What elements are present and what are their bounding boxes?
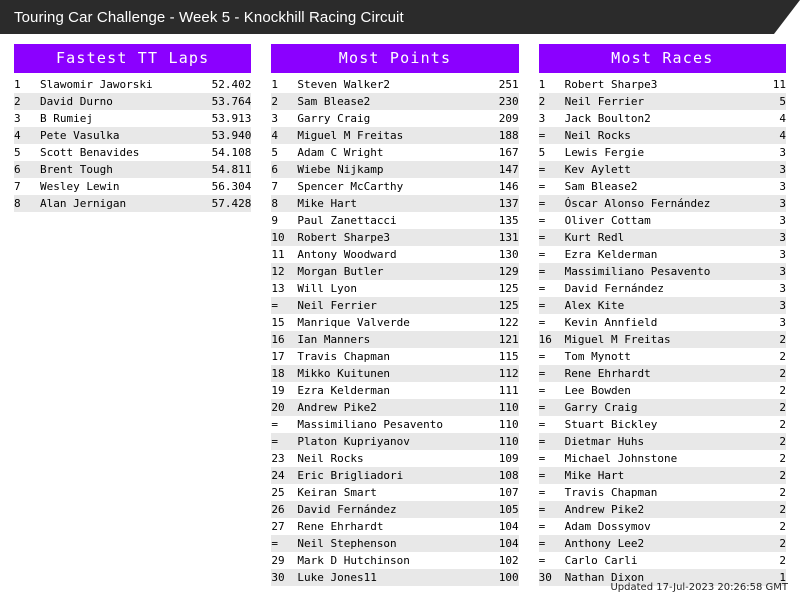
table-row: [271, 518, 518, 535]
table-row: [539, 450, 786, 467]
row-value: 2: [779, 384, 786, 397]
leaderboards-container: [0, 34, 800, 586]
row-driver-name: Manrique Valverde: [297, 316, 410, 329]
row-value: 102: [498, 554, 519, 567]
table-row: [271, 348, 518, 365]
row-driver-name: Wiebe Nijkamp: [297, 161, 488, 178]
table-row: [539, 195, 786, 212]
table-row: [539, 127, 786, 144]
row-driver-name: Miguel M Freitas: [565, 331, 756, 348]
row-value: 2: [756, 467, 786, 484]
row-position: 30: [271, 569, 297, 586]
row-position: 5: [14, 146, 21, 159]
row-driver-name: Travis Chapman: [564, 486, 658, 499]
row-value: 52.402: [211, 78, 252, 91]
row-position: =: [271, 433, 297, 450]
row-driver-name: Ezra Kelderman: [297, 384, 391, 397]
table-row: [539, 518, 786, 535]
row-position: 7: [14, 180, 21, 193]
row-value: 54.108: [211, 146, 252, 159]
row-driver-name: Óscar Alonso Fernández: [565, 195, 756, 212]
row-position: =: [539, 467, 565, 484]
row-value: 135: [498, 214, 519, 227]
row-position: =: [539, 127, 565, 144]
row-value: 122: [498, 316, 519, 329]
table-row: [14, 195, 251, 212]
row-value: 147: [489, 161, 519, 178]
row-driver-name: Slawomir Jaworski: [40, 78, 153, 91]
table-row: [539, 365, 786, 382]
row-value: 251: [498, 78, 519, 91]
row-value: 3: [779, 146, 786, 159]
most-points-rows: [271, 76, 518, 586]
row-driver-name: Anthony Lee2: [565, 535, 756, 552]
row-position: =: [539, 263, 565, 280]
table-row: [271, 450, 518, 467]
row-value: 111: [498, 384, 519, 397]
row-driver-name: Keiran Smart: [297, 486, 377, 499]
table-row: [271, 229, 518, 246]
row-position: 2: [539, 93, 565, 110]
table-row: [539, 552, 786, 569]
row-position: 29: [271, 554, 285, 567]
table-row: [539, 280, 786, 297]
table-row: [14, 76, 251, 93]
row-driver-name: Neil Rocks: [297, 452, 364, 465]
row-position: 26: [271, 501, 297, 518]
panel-fastest-tt-laps-heading: Fastest TT Laps: [14, 44, 251, 73]
table-row: [539, 331, 786, 348]
row-driver-name: Sam Blease2: [564, 180, 638, 193]
row-value: 2: [779, 520, 786, 533]
row-value: 2: [756, 399, 786, 416]
most-races-table: [539, 76, 786, 586]
table-row: [271, 501, 518, 518]
row-value: 110: [489, 433, 519, 450]
row-value: 112: [489, 365, 519, 382]
row-position: =: [538, 520, 546, 533]
row-value: 11: [772, 78, 786, 91]
table-row: [14, 110, 251, 127]
row-position: =: [271, 418, 278, 431]
row-value: 54.811: [199, 161, 251, 178]
page-title: Touring Car Challenge - Week 5 - Knockhill Racing Circuit: [14, 8, 404, 26]
row-value: 109: [498, 452, 519, 465]
table-row: [539, 501, 786, 518]
row-driver-name: Wesley Lewin: [40, 180, 120, 193]
row-driver-name: Carlo Carli: [564, 554, 638, 567]
row-driver-name: Brent Tough: [40, 161, 199, 178]
table-row: [271, 382, 518, 399]
row-position: =: [538, 384, 546, 397]
row-position: 15: [271, 316, 285, 329]
row-position: 18: [271, 365, 297, 382]
row-value: 2: [779, 350, 786, 363]
table-row: [539, 382, 786, 399]
row-driver-name: Paul Zanettacci: [297, 214, 397, 227]
row-position: =: [539, 501, 565, 518]
row-driver-name: Neil Ferrier: [565, 93, 756, 110]
table-row: [271, 467, 518, 484]
row-driver-name: Robert Sharpe3: [564, 78, 658, 91]
row-position: 12: [271, 263, 297, 280]
row-value: 188: [489, 127, 519, 144]
row-position: =: [538, 282, 546, 295]
row-position: 7: [271, 180, 278, 193]
row-value: 3: [779, 180, 786, 193]
row-position: =: [538, 418, 546, 431]
row-position: =: [538, 486, 546, 499]
row-position: =: [538, 452, 546, 465]
table-row: [271, 416, 518, 433]
table-row: [271, 263, 518, 280]
row-position: 27: [271, 520, 285, 533]
row-position: 1: [538, 78, 546, 91]
table-row: [271, 246, 518, 263]
table-row: [539, 110, 786, 127]
row-driver-name: Kevin Annfield: [564, 316, 658, 329]
row-position: =: [538, 180, 546, 193]
row-value: 2: [779, 554, 786, 567]
row-driver-name: Alan Jernigan: [40, 195, 199, 212]
row-driver-name: Dietmar Huhs: [565, 433, 756, 450]
row-value: 3: [756, 161, 786, 178]
row-position: =: [538, 248, 546, 261]
row-driver-name: Oliver Cottam: [564, 214, 651, 227]
table-row: [539, 314, 786, 331]
table-row: [539, 229, 786, 246]
row-value: 2: [756, 535, 786, 552]
row-value: 104: [489, 535, 519, 552]
row-position: =: [539, 535, 565, 552]
row-value: 2: [779, 418, 786, 431]
row-value: 108: [489, 467, 519, 484]
titlebar-corner-notch: [774, 0, 800, 34]
row-value: 125: [498, 282, 519, 295]
row-position: 20: [271, 399, 297, 416]
row-driver-name: Mike Hart: [297, 195, 488, 212]
row-driver-name: Nathan Dixon: [565, 569, 756, 586]
row-driver-name: Ezra Kelderman: [564, 248, 658, 261]
row-position: 17: [271, 350, 285, 363]
row-value: 2: [756, 433, 786, 450]
table-row: [14, 161, 251, 178]
row-value: 3: [779, 282, 786, 295]
row-driver-name: Garry Craig: [297, 112, 371, 125]
row-position: 8: [14, 195, 40, 212]
row-driver-name: Andrew Pike2: [297, 399, 488, 416]
row-position: =: [539, 433, 565, 450]
row-driver-name: Pete Vasulka: [40, 127, 199, 144]
row-position: 3: [14, 112, 21, 125]
fastest-tt-laps-table: [14, 76, 251, 212]
row-driver-name: Travis Chapman: [297, 350, 391, 363]
table-row: [539, 297, 786, 314]
row-value: 3: [756, 229, 786, 246]
table-row: [14, 127, 251, 144]
row-driver-name: Neil Rocks: [565, 127, 756, 144]
row-value: 2: [756, 331, 786, 348]
row-position: =: [539, 161, 565, 178]
table-row: [539, 263, 786, 280]
table-row: [271, 331, 518, 348]
row-value: 110: [498, 418, 519, 431]
row-position: 5: [271, 146, 278, 159]
row-driver-name: Tom Mynott: [564, 350, 631, 363]
row-value: 3: [756, 195, 786, 212]
row-driver-name: Morgan Butler: [297, 263, 488, 280]
row-position: 4: [14, 127, 40, 144]
row-value: 100: [489, 569, 519, 586]
row-driver-name: Andrew Pike2: [565, 501, 756, 518]
row-position: =: [538, 214, 546, 227]
most-points-table: [271, 76, 518, 586]
row-driver-name: Alex Kite: [565, 297, 756, 314]
row-position: =: [538, 554, 546, 567]
row-driver-name: Massimiliano Pesavento: [565, 263, 756, 280]
panel-most-points: [271, 44, 518, 586]
row-driver-name: Massimiliano Pesavento: [297, 418, 444, 431]
row-value: 167: [498, 146, 519, 159]
row-position: =: [539, 399, 565, 416]
table-row: [271, 212, 518, 229]
panel-most-races: [539, 44, 786, 586]
row-position: 11: [271, 248, 285, 261]
row-driver-name: Michael Johnstone: [564, 452, 678, 465]
row-value: 1: [756, 569, 786, 586]
table-row: [539, 212, 786, 229]
row-value: 3: [756, 263, 786, 280]
row-driver-name: Adam Dossymov: [564, 520, 651, 533]
table-row: [539, 246, 786, 263]
row-driver-name: Eric Brigliadori: [297, 467, 488, 484]
row-value: 121: [489, 331, 519, 348]
row-driver-name: Miguel M Freitas: [297, 127, 488, 144]
row-driver-name: Will Lyon: [297, 282, 357, 295]
row-driver-name: Robert Sharpe3: [297, 229, 488, 246]
row-driver-name: Garry Craig: [565, 399, 756, 416]
row-driver-name: Mark D Hutchinson: [297, 554, 410, 567]
row-value: 146: [498, 180, 519, 193]
row-position: 2: [271, 93, 297, 110]
row-value: 53.940: [199, 127, 251, 144]
row-driver-name: Kev Aylett: [565, 161, 756, 178]
row-value: 3: [756, 297, 786, 314]
table-row: [271, 314, 518, 331]
table-row: [539, 433, 786, 450]
row-driver-name: Neil Stephenson: [297, 535, 488, 552]
table-row: [539, 93, 786, 110]
row-driver-name: Lee Bowden: [564, 384, 631, 397]
row-value: 56.304: [211, 180, 252, 193]
row-driver-name: Adam C Wright: [297, 146, 384, 159]
row-value: 53.913: [211, 112, 252, 125]
table-row: [539, 178, 786, 195]
row-value: 53.764: [199, 93, 251, 110]
row-driver-name: Stuart Bickley: [564, 418, 658, 431]
row-driver-name: Luke Jones11: [297, 569, 488, 586]
table-row: [271, 127, 518, 144]
row-value: 57.428: [199, 195, 251, 212]
row-driver-name: B Rumiej: [40, 112, 93, 125]
row-position: 4: [271, 127, 297, 144]
table-row: [271, 144, 518, 161]
table-row: [271, 569, 518, 586]
table-row: [14, 93, 251, 110]
table-row: [271, 161, 518, 178]
row-value: 137: [489, 195, 519, 212]
row-driver-name: Steven Walker2: [297, 78, 391, 91]
row-driver-name: David Fernández: [297, 501, 488, 518]
panel-most-races-heading: Most Races: [539, 44, 786, 73]
table-row: [271, 178, 518, 195]
row-value: 107: [498, 486, 519, 499]
row-position: =: [538, 316, 546, 329]
row-value: 105: [489, 501, 519, 518]
row-driver-name: Jack Boulton2: [564, 112, 651, 125]
row-value: 2: [779, 486, 786, 499]
row-value: 230: [489, 93, 519, 110]
row-driver-name: Neil Ferrier: [297, 297, 488, 314]
row-driver-name: Kurt Redl: [565, 229, 756, 246]
table-row: [539, 535, 786, 552]
row-position: 16: [271, 331, 297, 348]
row-position: 10: [271, 229, 297, 246]
table-row: [539, 416, 786, 433]
row-position: =: [271, 535, 297, 552]
row-driver-name: Spencer McCarthy: [297, 180, 404, 193]
row-driver-name: David Durno: [40, 93, 199, 110]
table-row: [271, 365, 518, 382]
updated-timestamp: Updated 17-Jul-2023 20:26:58 GMT: [610, 582, 788, 593]
row-position: =: [539, 229, 565, 246]
row-position: =: [539, 195, 565, 212]
row-value: 3: [779, 316, 786, 329]
row-position: =: [539, 365, 565, 382]
table-row: [271, 110, 518, 127]
row-value: 125: [489, 297, 519, 314]
row-position: 16: [539, 331, 565, 348]
row-position: 3: [271, 112, 278, 125]
table-row: [539, 144, 786, 161]
row-value: 104: [498, 520, 519, 533]
table-row: [14, 144, 251, 161]
table-row: [271, 552, 518, 569]
row-driver-name: Platon Kupriyanov: [297, 433, 488, 450]
table-row: [539, 348, 786, 365]
row-position: 3: [538, 112, 546, 125]
row-position: =: [539, 297, 565, 314]
row-value: 2: [756, 501, 786, 518]
row-driver-name: Lewis Fergie: [564, 146, 645, 159]
fastest-tt-laps-rows: [14, 76, 251, 212]
table-row: [271, 535, 518, 552]
row-value: 110: [489, 399, 519, 416]
row-position: 23: [271, 452, 285, 465]
table-row: [271, 280, 518, 297]
row-position: 9: [271, 214, 278, 227]
row-value: 130: [498, 248, 519, 261]
row-value: 131: [489, 229, 519, 246]
table-row: [271, 76, 518, 93]
table-row: [271, 433, 518, 450]
row-position: 6: [14, 161, 40, 178]
row-value: 115: [498, 350, 519, 363]
panel-fastest-tt-laps: [14, 44, 251, 212]
table-row: [14, 178, 251, 195]
table-row: [539, 484, 786, 501]
row-position: =: [271, 297, 297, 314]
row-driver-name: Antony Woodward: [297, 248, 397, 261]
row-value: 4: [779, 112, 786, 125]
row-value: 129: [489, 263, 519, 280]
table-row: [271, 93, 518, 110]
row-position: 19: [271, 384, 285, 397]
table-row: [539, 399, 786, 416]
row-position: 8: [271, 195, 297, 212]
row-value: 209: [498, 112, 519, 125]
row-driver-name: Mikko Kuitunen: [297, 365, 488, 382]
table-row: [271, 297, 518, 314]
row-value: 3: [779, 248, 786, 261]
most-races-rows: [539, 76, 786, 586]
row-position: 6: [271, 161, 297, 178]
panel-most-points-heading: Most Points: [271, 44, 518, 73]
row-position: 25: [271, 486, 285, 499]
row-value: 4: [756, 127, 786, 144]
row-value: 2: [756, 365, 786, 382]
row-driver-name: David Fernández: [564, 282, 665, 295]
table-row: [539, 467, 786, 484]
table-row: [271, 399, 518, 416]
row-driver-name: Rene Ehrhardt: [297, 520, 384, 533]
row-driver-name: Sam Blease2: [297, 93, 488, 110]
row-driver-name: Mike Hart: [565, 467, 756, 484]
table-row: [539, 76, 786, 93]
row-driver-name: Rene Ehrhardt: [565, 365, 756, 382]
row-value: 3: [779, 214, 786, 227]
title-bar: [0, 0, 800, 34]
row-position: 24: [271, 467, 297, 484]
row-position: =: [538, 350, 546, 363]
row-driver-name: Ian Manners: [297, 331, 488, 348]
row-value: 2: [779, 452, 786, 465]
row-driver-name: Scott Benavides: [40, 146, 140, 159]
row-position: 1: [14, 78, 21, 91]
row-value: 5: [756, 93, 786, 110]
row-position: 30: [539, 569, 565, 586]
row-position: 2: [14, 93, 40, 110]
row-position: 1: [271, 78, 278, 91]
row-position: 5: [538, 146, 546, 159]
table-row: [271, 195, 518, 212]
table-row: [271, 484, 518, 501]
table-row: [539, 161, 786, 178]
row-position: 13: [271, 282, 285, 295]
